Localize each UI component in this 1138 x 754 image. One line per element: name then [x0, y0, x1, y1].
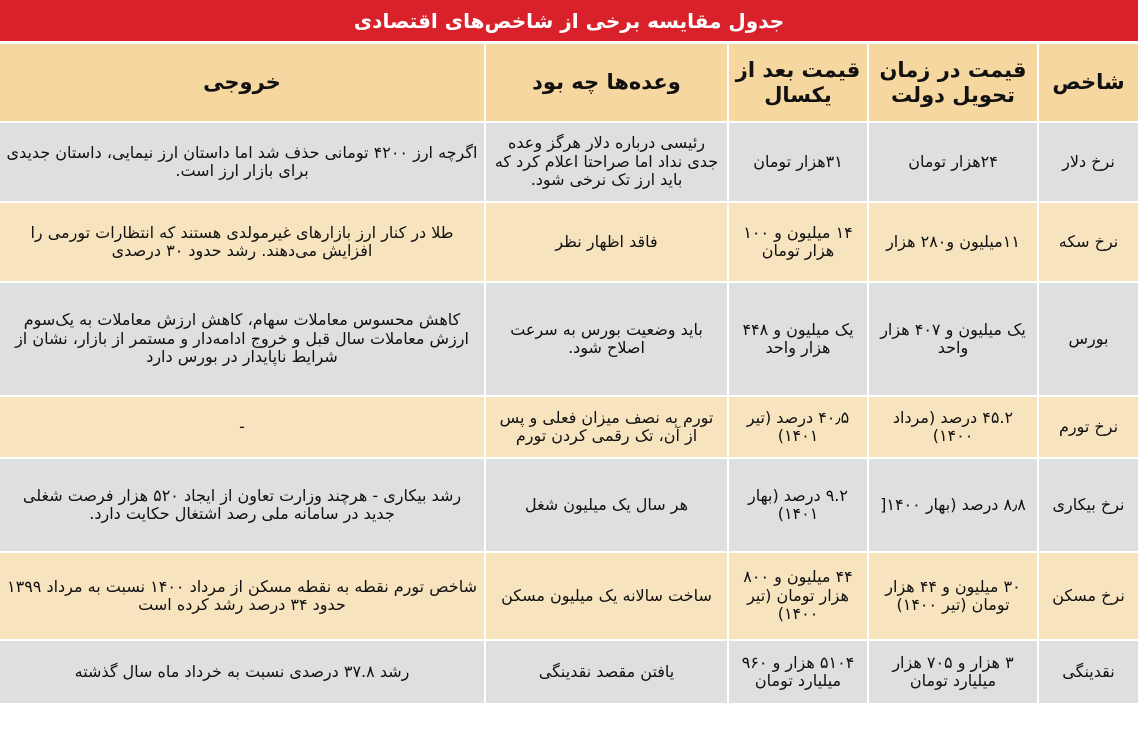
cell-indicator: نرخ سکه: [1038, 202, 1138, 282]
cell-price-at-handover: ۸٫۸ درصد (بهار ۱۴۰۰[: [868, 458, 1038, 552]
cell-indicator: نقدینگی: [1038, 640, 1138, 704]
cell-outcome: رشد بیکاری - هرچند وزارت تعاون از ایجاد ۵۲۰ هزار فرصت شغلی جدید در سامانه ملی رصد اشتغال حکایت دارد.: [0, 458, 485, 552]
cell-promises: باید وضعیت بورس به سرعت اصلاح شود.: [485, 282, 728, 396]
cell-promises: رئیسی درباره دلار هرگز وعده جدی نداد اما صراحتا اعلام کرد که باید ارز تک نرخی شود.: [485, 122, 728, 202]
cell-price-at-handover: یک میلیون و ۴۰۷ هزار واحد: [868, 282, 1038, 396]
cell-indicator: نرخ بیکاری: [1038, 458, 1138, 552]
cell-price-after-year: یک میلیون و ۴۴۸ هزار واحد: [728, 282, 868, 396]
cell-outcome: رشد ۳۷.۸ درصدی نسبت به خرداد ماه سال گذشته: [0, 640, 485, 704]
table-row: [0, 282, 1138, 396]
header-row: [0, 44, 1138, 122]
header-price-at-handover: قیمت در زمان تحویل دولت: [868, 44, 1038, 122]
header-promises: وعده‌ها چه بود: [485, 44, 728, 122]
cell-price-at-handover: ۳۰ میلیون و ۴۴ هزار تومان (تیر ۱۴۰۰): [868, 552, 1038, 640]
header-indicator: شاخص: [1038, 44, 1138, 122]
cell-promises: هر سال یک میلیون شغل: [485, 458, 728, 552]
cell-promises: تورم به نصف میزان فعلی و پس از آن، تک رقمی کردن تورم: [485, 396, 728, 458]
header-price-after-year: قیمت بعد از یکسال: [728, 44, 868, 122]
table-row: [0, 396, 1138, 458]
cell-price-after-year: ۴۰٫۵ درصد (تیر ۱۴۰۱): [728, 396, 868, 458]
cell-price-after-year: ۱۴ میلیون و ۱۰۰ هزار تومان: [728, 202, 868, 282]
cell-price-after-year: ۳۱هزار تومان: [728, 122, 868, 202]
cell-price-after-year: ۴۴ میلیون و ۸۰۰ هزار تومان (تیر ۱۴۰۰): [728, 552, 868, 640]
cell-price-at-handover: ۴۵.۲ درصد (مرداد ۱۴۰۰): [868, 396, 1038, 458]
cell-outcome: -: [0, 396, 485, 458]
cell-price-after-year: ۹.۲ درصد (بهار ۱۴۰۱): [728, 458, 868, 552]
cell-promises: فاقد اظهار نظر: [485, 202, 728, 282]
cell-indicator: نرخ مسکن: [1038, 552, 1138, 640]
table-row: [0, 552, 1138, 640]
cell-indicator: نرخ تورم: [1038, 396, 1138, 458]
cell-outcome: اگرچه ارز ۴۲۰۰ تومانی حذف شد اما داستان ارز نیمایی، داستان جدیدی برای بازار ارز است.: [0, 122, 485, 202]
table-row: [0, 640, 1138, 704]
cell-price-at-handover: ۲۴هزار تومان: [868, 122, 1038, 202]
table-row: [0, 122, 1138, 202]
cell-price-at-handover: ۱۱میلیون و۲۸۰ هزار: [868, 202, 1038, 282]
cell-indicator: نرخ دلار: [1038, 122, 1138, 202]
cell-price-after-year: ۵۱۰۴ هزار و ۹۶۰ میلیارد تومان: [728, 640, 868, 704]
indicators-table: [0, 44, 1138, 705]
table-row: [0, 458, 1138, 552]
cell-outcome: شاخص تورم نقطه به نقطه مسکن از مرداد ۱۴۰۰ نسبت به مرداد ۱۳۹۹ حدود ۳۴ درصد رشد کرده است: [0, 552, 485, 640]
table-row: [0, 202, 1138, 282]
cell-promises: ساخت سالانه یک میلیون مسکن: [485, 552, 728, 640]
table-title: جدول مقایسه برخی از شاخص‌های اقتصادی: [0, 0, 1138, 44]
cell-outcome: طلا در کنار ارز بازارهای غیرمولدی هستند که انتظارات تورمی را افزایش می‌دهند. رشد حدود ۳۰ درصدی: [0, 202, 485, 282]
header-outcome: خروجی: [0, 44, 485, 122]
cell-promises: یافتن مقصد نقدینگی: [485, 640, 728, 704]
cell-indicator: بورس: [1038, 282, 1138, 396]
cell-price-at-handover: ۳ هزار و ۷۰۵ هزار میلیارد تومان: [868, 640, 1038, 704]
cell-outcome: کاهش محسوس معاملات سهام، کاهش ارزش معاملات به یک‌سوم ارزش معاملات سال قبل و خروج ادامه‌دار و مستمر از بازار، نشان از شرایط ناپایدار در بورس دارد: [0, 282, 485, 396]
